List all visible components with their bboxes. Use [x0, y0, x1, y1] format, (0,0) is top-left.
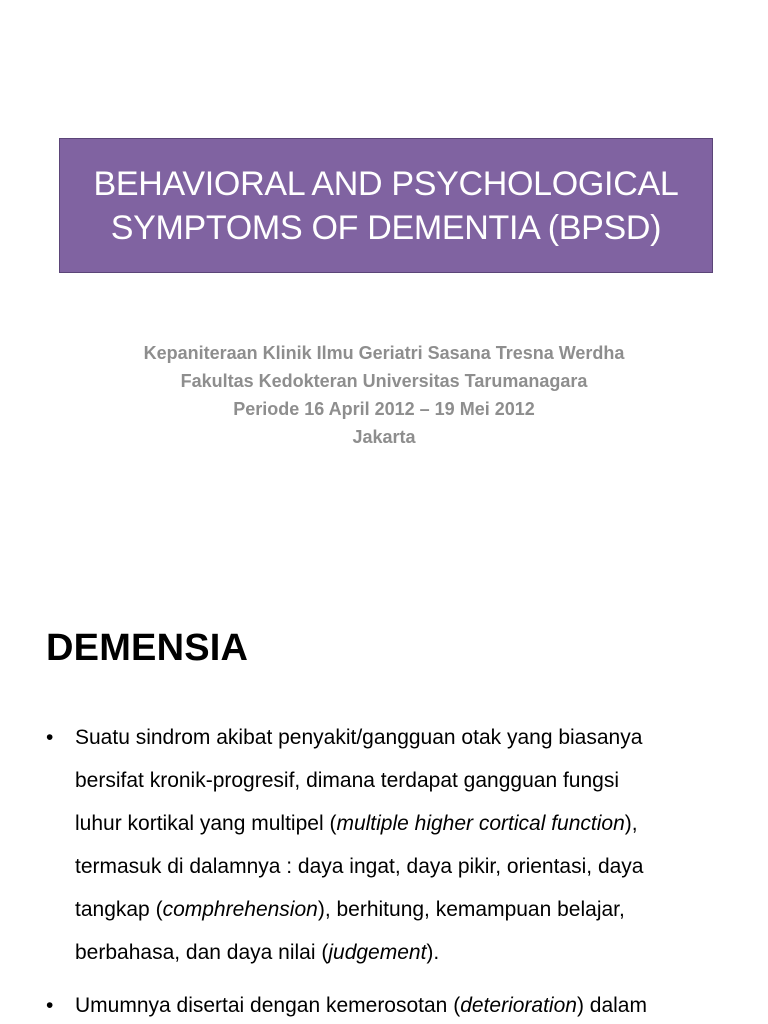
- bullet-1-line-5-term: comphrehension: [162, 898, 318, 921]
- bullet-1-line-5: [75, 888, 746, 931]
- bullet-list: [46, 716, 746, 1024]
- bullet-2-line-1-term: deterioration: [460, 994, 577, 1017]
- bullet-1-line-3-end: ),: [624, 812, 638, 835]
- bullet-1-line-6-term: judgement: [328, 941, 427, 964]
- bullet-marker: •: [46, 994, 54, 1017]
- title-line-1: BEHAVIORAL AND PSYCHOLOGICAL: [93, 164, 679, 203]
- title-line-2: SYMPTOMS OF DEMENTIA (BPSD): [110, 208, 662, 247]
- bullet-item-2: [46, 984, 746, 1024]
- bullet-2-line-1-text: Umumnya disertai dengan kemerosotan (: [75, 994, 461, 1017]
- subtitle: [40, 339, 728, 451]
- bullet-1-line-2: bersifat kronik-progresif, dimana terdapat gangguan fungsi: [75, 769, 619, 792]
- bullet-1-line-3-text: luhur kortikal yang multipel (: [75, 812, 337, 835]
- title-box: [59, 138, 713, 273]
- bullet-marker: •: [46, 726, 54, 749]
- slide-heading: DEMENSIA: [46, 627, 249, 669]
- bullet-1-line-5-end: ), berhitung, kemampuan belajar,: [317, 898, 625, 921]
- bullet-1-line-4: termasuk di dalamnya : daya ingat, daya pikir, orientasi, daya: [75, 855, 644, 878]
- bullet-1-line-6-text: berbahasa, dan daya nilai (: [75, 941, 329, 964]
- bullet-1-line-3: [75, 802, 746, 845]
- bullet-2-line-1: [75, 984, 746, 1024]
- bullet-1-line-6-end: ).: [426, 941, 440, 964]
- bullet-1-line-3-term: multiple higher cortical function: [336, 812, 625, 835]
- bullet-2-line-1-end: ) dalam: [576, 994, 647, 1017]
- bullet-1-line-1: Suatu sindrom akibat penyakit/gangguan otak yang biasanya: [75, 726, 643, 749]
- subtitle-line-4: Jakarta: [352, 427, 416, 447]
- subtitle-line-1: Kepaniteraan Klinik Ilmu Geriatri Sasana Tresna Werdha: [143, 343, 625, 363]
- bullet-1-line-5-text: tangkap (: [75, 898, 163, 921]
- bullet-item-1: [46, 716, 746, 974]
- bullet-1-line-6: [75, 931, 746, 974]
- subtitle-line-2: Fakultas Kedokteran Universitas Tarumanagara: [180, 371, 588, 391]
- content-slide: [0, 590, 768, 1024]
- subtitle-line-3: Periode 16 April 2012 – 19 Mei 2012: [233, 399, 535, 419]
